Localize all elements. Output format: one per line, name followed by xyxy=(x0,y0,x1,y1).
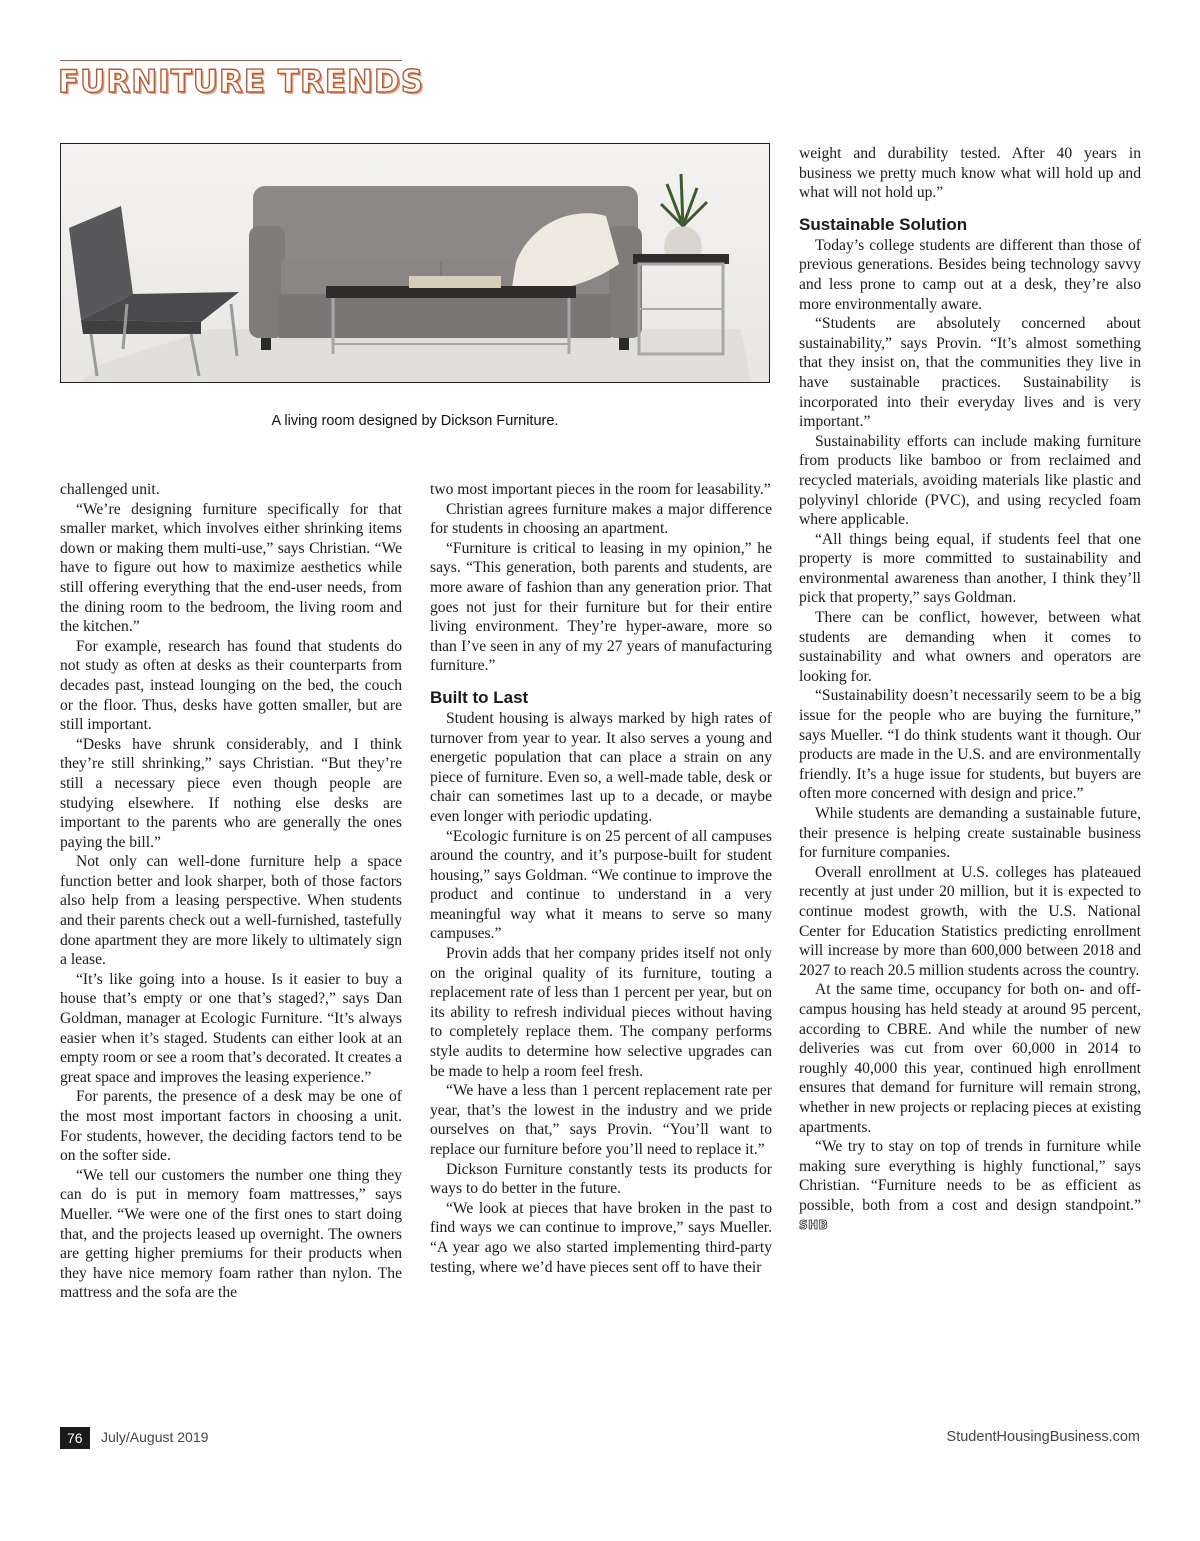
paragraph: “Sustainability doesn’t necessarily seem to be a big issue for the people who are buying the furniture,” says Mueller. “I do think students want it though. Our products are made in the U.S. and are environmentally friendly. It’s a huge issue for students, but buyers are often more concerned with design and price.” xyxy=(799,687,1141,803)
living-room-photo xyxy=(60,143,770,383)
paragraph: “All things being equal, if students feel that one property is more committed to sustainability and environmental awareness than another, I think they’ll pick that property,” says Goldman. xyxy=(799,530,1141,607)
paragraph: Sustainability efforts can include making furniture from products like bamboo or from reclaimed and recycled materials, avoiding materials like plastic and polyvinyl chloride (PVC), and using recycled foam where applicable. xyxy=(799,432,1141,529)
end-mark: SHB xyxy=(799,1218,829,1233)
paragraph: Not only can well-done furniture help a space function better and look sharper, both of those factors also help from a leasing perspective. When students and their parents check out a well-furnished, tastefully done apartment they are more likely to ultimately sign a lease. xyxy=(60,853,402,969)
paragraph: Christian agrees furniture makes a major difference for students in choosing an apartment. xyxy=(430,500,772,538)
paragraph: At the same time, occupancy for both on- and off-campus housing has held steady at around 95 percent, according to CBRE. And while the number of new deliveries was cut from over 60,000 in 2014 to roughly 40,000 this year, continued high enrollment ensures that demand for furniture will remain strong, whether in new projects or replacing pieces at existing apartments. xyxy=(799,981,1141,1136)
page-number: 76 xyxy=(60,1427,90,1449)
paragraph: “Desks have shrunk considerably, and I think they’re still shrinking,” says Christian. “But they’re still a necessary piece even though people are studying elsewhere. If nothing else desks are important to the parents who are generally the ones paying the bill.” xyxy=(60,735,402,851)
paragraph: While students are demanding a sustainable future, their presence is helping create sustainable business for furniture companies. xyxy=(799,805,1141,862)
header-rule xyxy=(60,60,402,61)
paragraph: “It’s like going into a house. Is it easier to buy a house that’s empty or one that’s staged?,” says Dan Goldman, manager at Ecologic Furniture. “It’s always easier when it’s staged. Students can either look at an empty room or see a room that’s decorated. It creates a great space and improves the leasing experience.” xyxy=(60,970,402,1086)
article-column-3 xyxy=(799,144,1141,1236)
subheading-sustainable-solution: Sustainable Solution xyxy=(799,214,968,234)
subheading-built-to-last: Built to Last xyxy=(430,687,529,707)
paragraph: For parents, the presence of a desk may be one of the most most important factors in choosing a unit. For students, however, the deciding factors tend to be on the softer side. xyxy=(60,1088,402,1165)
paragraph: weight and durability tested. After 40 years in business we pretty much know what will hold up and what will not hold up.” xyxy=(799,145,1141,202)
publication-website: StudentHousingBusiness.com xyxy=(946,1429,1140,1445)
issue-date: July/August 2019 xyxy=(101,1429,209,1445)
paragraph-final xyxy=(799,1137,1141,1236)
paragraph: There can be conflict, however, between what students are demanding when it comes to sustainability and what owners and operators are looking for. xyxy=(799,609,1141,685)
paragraph: Overall enrollment at U.S. colleges has plateaued recently at just under 20 million, but it is expected to continue modest growth, with the U.S. National Center for Education Statistics predicting enrollment will increase by more than 600,000 between 2018 and 2027 to reach 20.5 million students across the country. xyxy=(799,863,1141,979)
paragraph: “Students are absolutely concerned about sustainability,” says Provin. “It’s almost something that they insist on, that the communities they live in have sustainable practices. Sustainability is incorporated into their everyday lives and is very important.” xyxy=(799,315,1141,431)
paragraph: For example, research has found that students do not study as often at desks as their counterparts from decades past, instead lounging on the bed, the couch or the floor. Thus, desks have gotten smaller, but are still important. xyxy=(60,637,402,734)
final-paragraph-text: “We try to stay on top of trends in furniture while making sure everything is highly functional,” says Christian. “Furniture needs to be as efficient as possible, both from a cost and design standpoint.” xyxy=(799,1138,1141,1214)
paragraph: “We’re designing furniture specifically for that smaller market, which involves either shrinking items down or making them multi-use,” says Christian. “We have to figure out how to maximize aesthetics while still offering everything that the end-user needs, from the dining room to the bedroom, the living room and the kitchen.” xyxy=(60,500,402,636)
paragraph: Student housing is always marked by high rates of turnover from year to year. It also serves a young and energetic population that can place a strain on any piece of furniture. Even so, a well-made table, desk or chair can sometimes last up to a decade, or maybe even longer with periodic updating. xyxy=(430,709,772,825)
article-column-2 xyxy=(430,480,772,1277)
paragraph: challenged unit. xyxy=(60,481,160,498)
photo-caption: A living room designed by Dickson Furniture. xyxy=(271,413,559,429)
section-title: FURNITURE TRENDS xyxy=(58,64,425,100)
paragraph: two most important pieces in the room for leasability.” xyxy=(430,481,771,498)
paragraph: “We tell our customers the number one thing they can do is put in memory foam mattresses,” says Mueller. “We were one of the first ones to start doing that, and the projects leased up overnight. The owners are getting higher premiums for their products when they have nice memory foam rather than nylon. The mattress and the sofa are the xyxy=(60,1166,402,1302)
paragraph: Dickson Furniture constantly tests its products for ways to do better in the future. xyxy=(430,1160,772,1198)
paragraph: Provin adds that her company prides itself not only on the original quality of its furniture, touting a replacement rate of less than 1 percent per year, but on its ability to refresh individual pieces without having to completely replace them. The company performs style audits to determine how selective upgrades can be made to help a room feel fresh. xyxy=(430,945,772,1080)
paragraph: “We look at pieces that have broken in the past to find ways we can continue to improve,” says Mueller. “A year ago we also started implementing third-party testing, where we’d have pieces sent off to have their xyxy=(430,1199,772,1276)
paragraph: Today’s college students are different than those of previous generations. Besides being technology savvy and less prone to camp out at a desk, they’re also more environmentally aware. xyxy=(799,236,1141,313)
paragraph: “Ecologic furniture is on 25 percent of all campuses around the country, and it’s purpose-built for student housing,” says Goldman. “We continue to improve the product and continue to understand in a very meaningful way what it means to serve so many campuses.” xyxy=(430,827,772,943)
article-column-1 xyxy=(60,480,402,1303)
paragraph: “Furniture is critical to leasing in my opinion,” he says. “This generation, both parents and students, are more aware of fashion than any generation prior. That goes not just for their furniture but for their entire living environment. They’re hyper-aware, more so than I’ve seen in any of my 27 years of manufacturing furniture.” xyxy=(430,539,772,675)
paragraph: “We have a less than 1 percent replacement rate per year, that’s the lowest in the industry and we pride ourselves on that,” says Provin. “You’ll want to replace our furniture before you’ll need to replace it.” xyxy=(430,1082,772,1158)
